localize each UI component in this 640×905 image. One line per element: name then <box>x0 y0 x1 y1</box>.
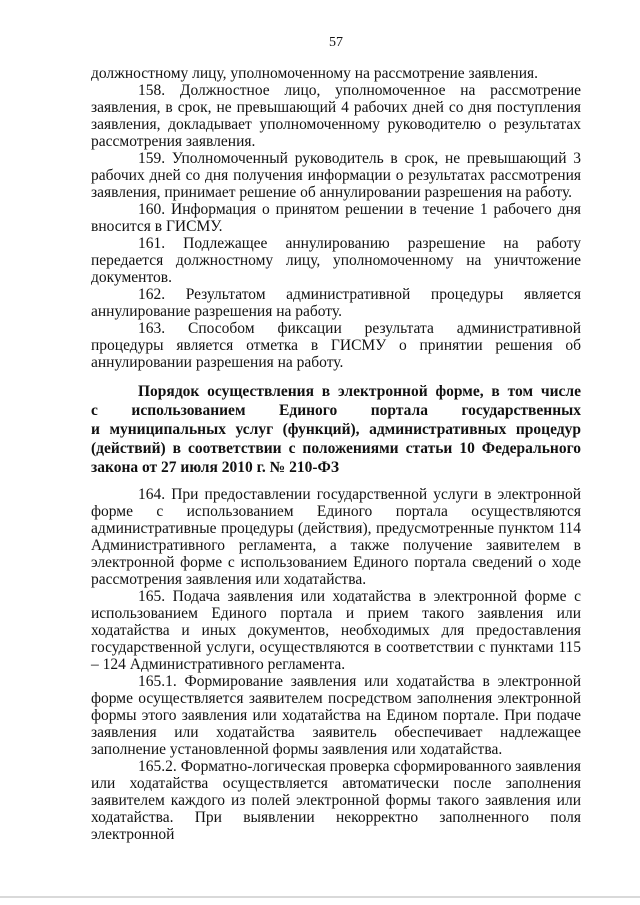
heading-line-1: Порядок осуществления в электронной форме, в том числе <box>138 383 581 400</box>
heading-line-5: закона от 27 июля 2010 г. № 210-ФЗ <box>91 459 340 476</box>
body-text-top <box>91 65 581 371</box>
scan-edge-line <box>0 896 640 898</box>
heading-line-4: (действий) в соответствии с положениями статьи 10 Федерального <box>91 440 581 457</box>
paragraph-continuation: должностному лицу, уполномоченному на рассмотрение заявления. <box>91 65 538 82</box>
paragraph-159: 159. Уполномоченный руководитель в срок, не превышающий 3 рабочих дней со дня получения информации о результатах рассмотрения заявления, принимает решение об аннулировании разрешения на работу. <box>91 150 581 201</box>
heading-line-3: и муниципальных услуг (функций), административных процедур <box>91 421 581 438</box>
heading-line-2: с использованием Единого портала государственных <box>91 402 581 419</box>
paragraph-163: 163. Способом фиксации результата административной процедуры является отметка в ГИСМУ о принятии решения об аннулировании разрешения на работу. <box>91 320 581 371</box>
paragraph-162: 162. Результатом административной процедуры является аннулирование разрешения на работу. <box>91 286 581 320</box>
paragraph-164: 164. При предоставлении государственной услуги в электронной форме с использованием Единого портала осуществляются административные процедуры (действия), предусмотренные пунктом 114 Административного регламента, а также получение заявителем в электронной форме с использованием Единого портала сведений о ходе рассмотрения заявления или ходатайства. <box>91 486 581 588</box>
section-heading <box>91 382 581 477</box>
paragraph-161: 161. Подлежащее аннулированию разрешение на работу передается должностному лицу, уполномоченному на уничтожение документов. <box>91 235 581 286</box>
paragraph-160: 160. Информация о принятом решении в течение 1 рабочего дня вносится в ГИСМУ. <box>91 201 581 235</box>
page-number: 57 <box>329 35 343 50</box>
paragraph-165-2: 165.2. Форматно-логическая проверка сформированного заявления или ходатайства осуществляется автоматически после заполнения заявителем каждого из полей электронной формы такого заявления или ходатайства. При выявлении некорректно заполненного поля электронной <box>91 758 581 843</box>
paragraph-165: 165. Подача заявления или ходатайства в электронной форме с использованием Единого портала и прием такого заявления или ходатайства и иных документов, необходимых для предоставления государственной услуги, осуществляются в соответствии с пунктами 115 – 124 Административного регламента. <box>91 588 581 673</box>
paragraph-165-1: 165.1. Формирование заявления или ходатайства в электронной форме осуществляется заявителем посредством заполнения электронной формы этого заявления или ходатайства на Едином портале. При подаче заявления или ходатайства заявитель обеспечивает надлежащее заполнение установленной формы заявления или ходатайства. <box>91 673 581 758</box>
paragraph-158: 158. Должностное лицо, уполномоченное на рассмотрение заявления, в срок, не превышающий 4 рабочих дней со дня поступления заявления, докладывает уполномоченному руководителю о результатах рассмотрения заявления. <box>91 82 581 150</box>
body-text-bottom <box>91 486 581 843</box>
